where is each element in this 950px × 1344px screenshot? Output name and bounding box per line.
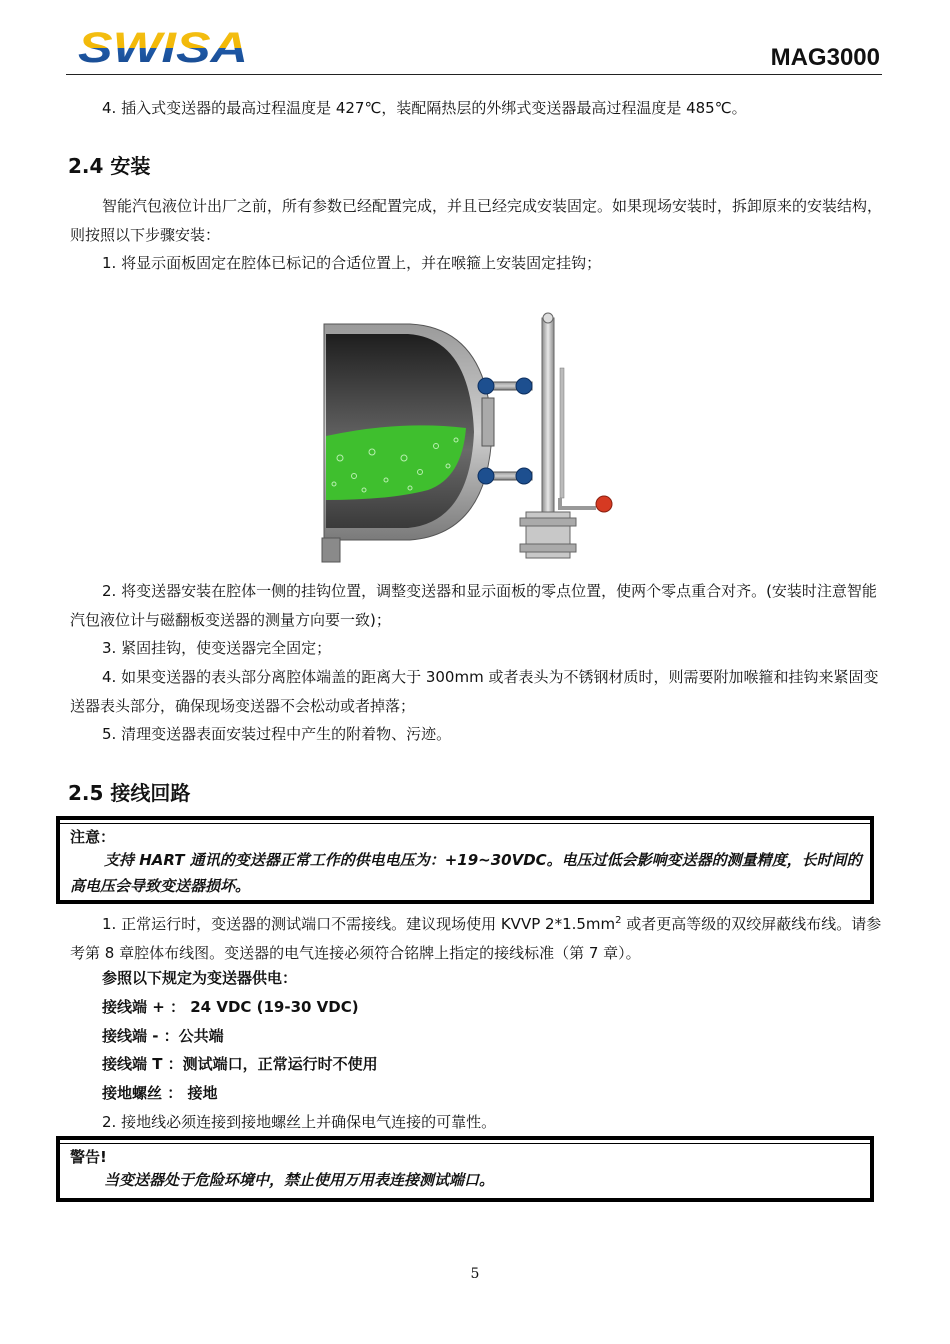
terminal-t: 接线端 T ：测试端口，正常运行时不使用	[102, 1055, 378, 1073]
warning-text: 当变送器处于危险环境中，禁止使用万用表连接测试端口。	[104, 1171, 495, 1189]
wiring-step-1	[70, 907, 884, 967]
install-step-3: 3. 紧固挂钩，使变送器完全固定；	[102, 639, 332, 657]
note-text: 支持 HART 通讯的变送器正常工作的供电电压为：+19~30VDC。电压过低会影响变送器的测量精度，长时间的高电压会导致变送器损坏。	[70, 851, 862, 895]
install-step-1: 1. 将显示面板固定在腔体已标记的合适位置上，并在喉箍上安装固定挂钩；	[102, 254, 602, 272]
note-title: 注意：	[70, 828, 116, 846]
install-step-4: 4. 如果变送器的表头部分离腔体端盖的距离大于 300mm 或者表头为不锈钢材质时，则需要附加喉箍和挂钩来紧固变送器表头部分，确保现场变送器不会松动或者掉落；	[70, 668, 879, 715]
header-rule	[66, 74, 882, 75]
installation-intro: 智能汽包液位计出厂之前，所有参数已经配置完成，并且已经完成安装固定。如果现场安装时，拆卸原来的安装结构，则按照以下步骤安装：	[70, 197, 883, 244]
section-heading-wiring: 2.5 接线回路	[68, 781, 191, 805]
item4-temperature: 4. 插入式变送器的最高过程温度是 427℃，装配隔热层的外绑式变送器最高过程温度是 485℃。	[102, 99, 747, 117]
wiring-step-1-part-b: 或者更高等级的双绞屏蔽线布线。请参考第 8 章腔体布线图。变送器的电气连接必须符合铭牌上指定的接线标准（第 7 章）。	[70, 915, 882, 962]
install-step-5: 5. 清理变送器表面安装过程中产生的附着物、污迹。	[102, 725, 452, 743]
warning-box-inner	[60, 1143, 870, 1199]
wiring-step-1-part-a: 1. 正常运行时，变送器的测试端口不需接线。建议现场使用 KVVP 2*1.5mm	[102, 915, 616, 933]
install-step-2: 2. 将变送器安装在腔体一侧的挂钩位置，调整变送器和显示面板的零点位置，使两个零点重合对齐。(安装时注意智能汽包液位计与磁翻板变送器的测量方向要一致)；	[70, 582, 877, 629]
note-box-inner	[60, 823, 870, 905]
drum-level-gauge-illustration	[320, 308, 620, 564]
wiring-step-2: 2. 接地线必须连接到接地螺丝上并确保电气连接的可靠性。	[102, 1113, 497, 1131]
model-name: MAG3000	[770, 44, 880, 71]
svg-text:SWISA: SWISA	[78, 26, 248, 68]
terminal-minus: 接线端 - ：公共端	[102, 1027, 224, 1045]
terminal-plus: 接线端 + ： 24 VDC (19-30 VDC)	[102, 998, 359, 1016]
wiring-step-1-superscript: 2	[615, 915, 622, 926]
page-number: 5	[470, 1266, 480, 1282]
ground-screw: 接地螺丝 ： 接地	[102, 1084, 218, 1102]
warning-box	[56, 1136, 874, 1202]
supply-title: 参照以下规定为变送器供电：	[102, 969, 298, 987]
section-heading-installation: 2.4 安装	[68, 154, 151, 178]
note-box	[56, 816, 874, 904]
warning-title: 警告!	[70, 1148, 107, 1166]
swisa-logo	[78, 26, 250, 68]
